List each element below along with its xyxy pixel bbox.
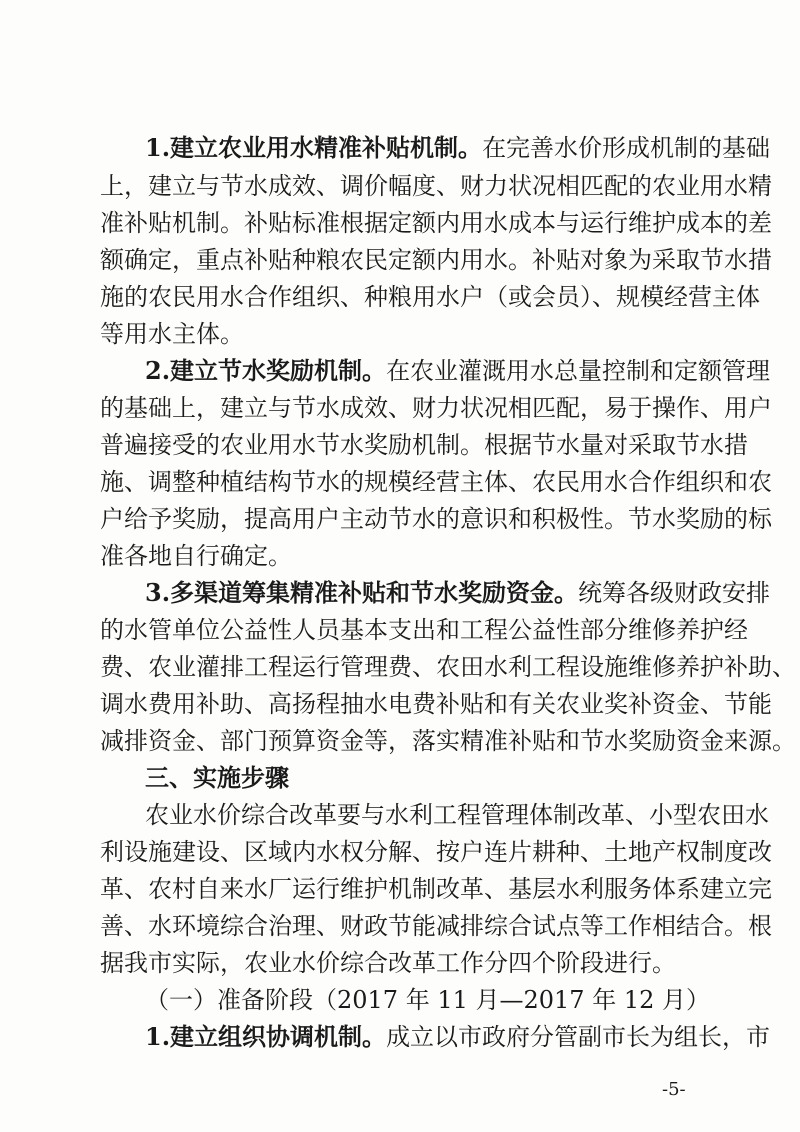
paragraph-3-line-5: 减排资金、部门预算资金等，落实精准补贴和节水奖励资金来源。 — [100, 727, 796, 755]
paragraph-2-line-3: 普遍接受的农业用水节水奖励机制。根据节水量对采取节水措 — [100, 431, 748, 459]
paragraph-3-line-4: 调水费用补助、高扬程抽水电费补贴和有关农业奖补资金、节能 — [100, 690, 772, 718]
page-number: -5- — [662, 1079, 686, 1100]
section-heading-implementation: 三、实施步骤 — [145, 764, 289, 792]
paragraph-1-line-6: 等用水主体。 — [100, 320, 244, 348]
paragraph-3-line-2: 的水管单位公益性人员基本支出和工程公益性部分维修养护经 — [100, 616, 748, 644]
paragraph-1-line-2: 上，建立与节水成效、调价幅度、财力状况相匹配的农业用水精 — [100, 172, 772, 200]
paragraph-5-line-1: 1.建立组织协调机制。成立以市政府分管副市长为组长，市 — [145, 1022, 771, 1051]
section-2-title: 2.建立节水奖励机制。 — [145, 356, 387, 385]
paragraph-4-line-5: 据我市实际，农业水价综合改革工作分四个阶段进行。 — [100, 949, 676, 977]
paragraph-4-line-3: 革、农村自来水厂运行维护机制改革、基层水利服务体系建立完 — [100, 875, 772, 903]
paragraph-2-line-4: 施、调整种植结构节水的规模经营主体、农民用水合作组织和农 — [100, 468, 772, 496]
paragraph-4-line-1: 农业水价综合改革要与水利工程管理体制改革、小型农田水 — [145, 801, 769, 829]
section-1-title: 1.建立农业用水精准补贴机制。 — [145, 133, 483, 162]
paragraph-2-line-6: 准各地自行确定。 — [100, 542, 292, 570]
paragraph-1-line-1: 1.建立农业用水精准补贴机制。在完善水价形成机制的基础 — [145, 133, 771, 162]
paragraph-2-line-5: 户给予奖励，提高用户主动节水的意识和积极性。节水奖励的标 — [100, 505, 772, 533]
paragraph-3-line-3: 费、农业灌排工程运行管理费、农田水利工程设施维修养护补助、 — [100, 653, 796, 681]
paragraph-4-line-4: 善、水环境综合治理、财政节能减排综合试点等工作相结合。根 — [100, 912, 772, 940]
paragraph-4-line-2: 利设施建设、区域内水权分解、按户连片耕种、土地产权制度改 — [100, 838, 772, 866]
section-3-title: 3.多渠道筹集精准补贴和节水奖励资金。 — [145, 578, 579, 607]
paragraph-2-line-1: 2.建立节水奖励机制。在农业灌溉用水总量控制和定额管理 — [145, 356, 771, 385]
paragraph-1-line-4: 额确定，重点补贴种粮农民定额内用水。补贴对象为采取节水措 — [100, 246, 772, 274]
paragraph-2-line-2: 的基础上，建立与节水成效、财力状况相匹配，易于操作、用户 — [100, 394, 772, 422]
paragraph-3-line-1: 3.多渠道筹集精准补贴和节水奖励资金。统筹各级财政安排 — [145, 578, 771, 607]
paragraph-1-line-5: 施的农民用水合作组织、种粮用水户（或会员）、规模经营主体 — [100, 283, 760, 311]
section-4-title: 1.建立组织协调机制。 — [145, 1022, 387, 1051]
phase-1-heading: （一）准备阶段（2017 年 11 月—2017 年 12 月） — [145, 986, 711, 1014]
paragraph-1-line-3: 准补贴机制。补贴标准根据定额内用水成本与运行维护成本的差 — [100, 209, 772, 237]
